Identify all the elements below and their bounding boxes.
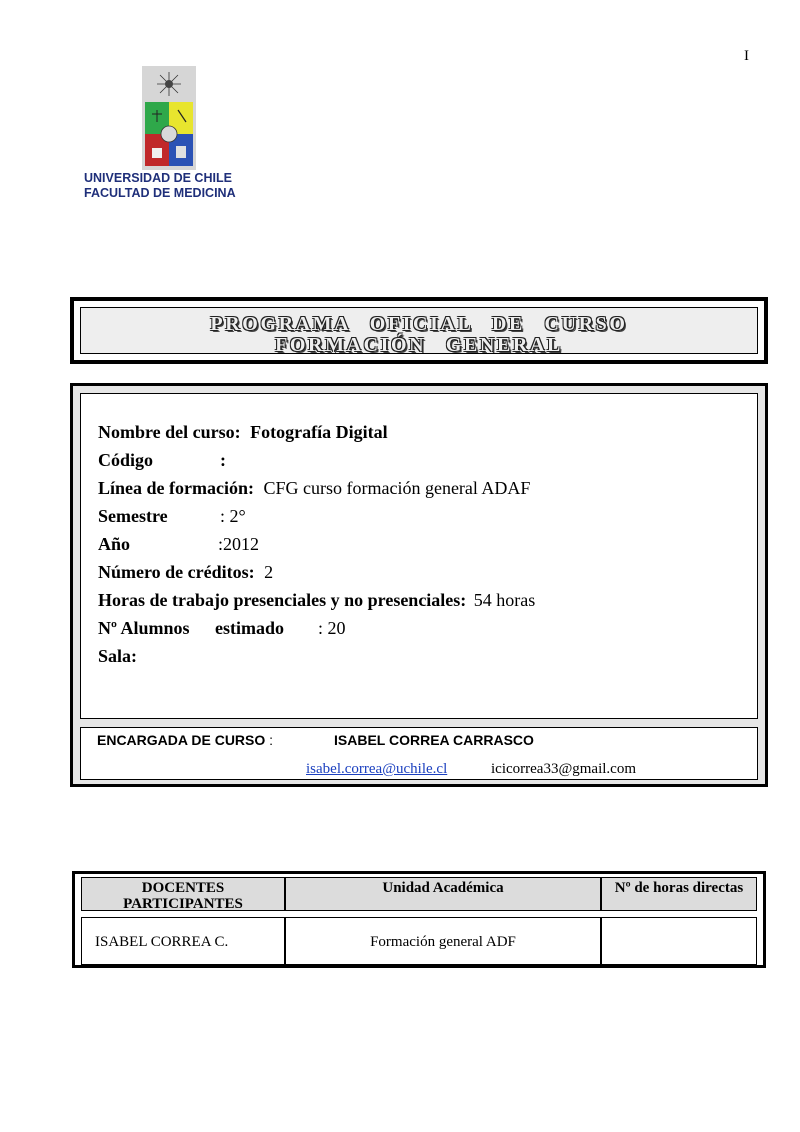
credits-row bbox=[98, 562, 273, 583]
hours-value: 54 horas bbox=[473, 590, 536, 610]
line-label: Línea de formación: bbox=[98, 478, 254, 498]
credits-label: Número de créditos: bbox=[98, 562, 255, 582]
room-label: Sala: bbox=[98, 646, 138, 666]
manager-email-primary-link[interactable]: isabel.correa@uchile.cl bbox=[306, 761, 448, 777]
header-academic-unit: Unidad Académica bbox=[285, 877, 601, 911]
course-info-panel bbox=[80, 393, 758, 719]
year-row bbox=[98, 534, 260, 555]
code-row bbox=[98, 450, 226, 471]
hours-label: Horas de trabajo presenciales y no presenciales: bbox=[98, 590, 467, 610]
students-label: Nº Alumnos bbox=[98, 618, 190, 638]
code-label: Código bbox=[98, 450, 154, 470]
hours-row bbox=[98, 590, 535, 611]
students-value: : 20 bbox=[318, 618, 346, 638]
title-panel bbox=[80, 307, 758, 354]
semester-value: : 2° bbox=[220, 506, 246, 526]
university-name: UNIVERSIDAD DE CHILE bbox=[84, 171, 232, 185]
title-frame bbox=[70, 297, 768, 364]
title-line-2: FORMACIÓN GENERAL bbox=[275, 334, 563, 356]
faculty-name: FACULTAD DE MEDICINA bbox=[84, 186, 236, 200]
line-row bbox=[98, 478, 530, 499]
manager-label: ENCARGADA DE CURSO : bbox=[97, 732, 274, 748]
course-name-value: Fotografía Digital bbox=[250, 422, 388, 442]
row-direct-hours bbox=[601, 917, 757, 965]
year-label: Año bbox=[98, 534, 131, 554]
year-value: :2012 bbox=[218, 534, 260, 554]
university-seal-logo bbox=[142, 66, 196, 170]
room-row bbox=[98, 646, 137, 667]
title-line-1: PROGRAMA OFICIAL DE CURSO bbox=[210, 313, 628, 335]
header-direct-hours: Nº de horas directas bbox=[601, 877, 757, 911]
credits-value: 2 bbox=[264, 562, 274, 582]
page-number: I bbox=[744, 48, 749, 64]
manager-name: ISABEL CORREA CARRASCO bbox=[334, 732, 534, 748]
course-manager-strip bbox=[80, 727, 758, 780]
course-name-row bbox=[98, 422, 388, 443]
header-teachers: DOCENTES PARTICIPANTES bbox=[81, 877, 285, 911]
students-row bbox=[98, 618, 346, 639]
course-name-label: Nombre del curso: bbox=[98, 422, 241, 442]
students-label-2: estimado bbox=[215, 618, 284, 638]
row-teacher-name: ISABEL CORREA C. bbox=[81, 917, 285, 965]
semester-label: Semestre bbox=[98, 506, 168, 526]
teachers-table bbox=[72, 871, 766, 968]
semester-row bbox=[98, 506, 246, 527]
code-separator: : bbox=[220, 450, 226, 470]
institution-name bbox=[84, 171, 236, 201]
row-academic-unit: Formación general ADF bbox=[285, 917, 601, 965]
manager-email-secondary: icicorrea33@gmail.com bbox=[491, 761, 637, 777]
line-value: CFG curso formación general ADAF bbox=[263, 478, 531, 498]
course-info-frame bbox=[70, 383, 768, 787]
